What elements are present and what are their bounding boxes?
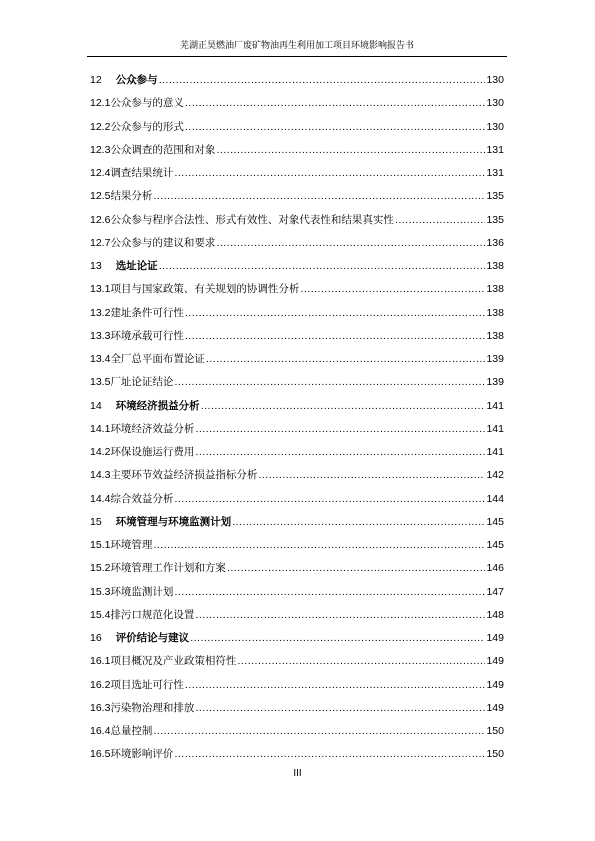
toc-entry-number: 16.2	[90, 678, 111, 691]
toc-entry-title: 建址条件可行性	[110, 306, 184, 319]
toc-entry-page: 135	[486, 213, 504, 226]
toc-dot-leader	[300, 281, 485, 297]
toc-dot-leader	[159, 72, 486, 88]
toc-dot-leader	[153, 188, 485, 204]
toc-dot-leader	[174, 165, 485, 181]
toc-entry-title: 项目概况及产业政策相符性	[110, 655, 237, 668]
toc-entry-page: 142	[486, 469, 504, 482]
toc-entry-title: 环保设施运行费用	[110, 446, 195, 458]
toc-section-entry[interactable]	[90, 281, 504, 304]
toc-entry-number: 12.3	[90, 143, 111, 156]
toc-entry-title: 环境管理与环境监测计划	[115, 515, 232, 528]
toc-entry-page: 150	[486, 748, 504, 761]
toc-dot-leader	[174, 746, 485, 762]
toc-entry-page: 146	[486, 562, 504, 575]
toc-entry-page: 145	[486, 539, 504, 551]
toc-chapter-entry[interactable]	[90, 398, 504, 421]
toc-entry-number: 16	[90, 632, 102, 644]
toc-entry-title: 总量控制	[110, 725, 153, 737]
toc-entry-title: 项目选址可行性	[110, 678, 184, 691]
toc-entry-page: 147	[486, 585, 504, 598]
toc-entry-page: 138	[486, 283, 504, 296]
toc-entry-page: 149	[486, 655, 504, 668]
toc-entry-page: 139	[486, 376, 504, 389]
toc-dot-leader	[159, 258, 486, 274]
toc-section-entry[interactable]	[90, 746, 504, 769]
toc-section-entry[interactable]	[90, 351, 504, 374]
toc-entry-page: 150	[486, 725, 504, 737]
toc-dot-leader	[206, 351, 486, 367]
toc-section-entry[interactable]	[90, 235, 504, 258]
toc-entry-number: 13.3	[90, 329, 111, 342]
toc-entry-page: 131	[486, 167, 504, 179]
toc-entry-number: 14.1	[90, 422, 111, 435]
toc-entry-title: 环境影响评价	[110, 748, 174, 761]
toc-entry-title: 公众参与	[115, 74, 158, 86]
toc-entry-page: 131	[486, 143, 504, 156]
running-header: 芜湖正昊燃油厂废矿物油再生利用加工项目环境影响报告书	[179, 41, 414, 51]
toc-entry-number: 13.5	[90, 376, 111, 389]
toc-entry-title: 评价结论与建议	[115, 632, 190, 644]
toc-entry-number: 16.1	[90, 655, 111, 668]
toc-entry-title: 综合效益分析	[110, 492, 174, 505]
toc-entry-title: 公众参与的意义	[110, 97, 184, 110]
toc-entry-title: 公众调查的范围和对象	[110, 143, 216, 156]
toc-entry-page: 149	[486, 701, 504, 714]
toc-entry-page: 138	[486, 260, 504, 272]
toc-dot-leader	[174, 491, 485, 507]
toc-entry-number: 13	[90, 260, 102, 272]
toc-entry-page: 149	[486, 632, 504, 644]
toc-dot-leader	[395, 212, 486, 228]
toc-entry-title: 公众参与的建议和要求	[110, 236, 216, 249]
toc-dot-leader	[185, 95, 486, 111]
toc-entry-number: 16.3	[90, 701, 111, 714]
toc-section-entry[interactable]	[90, 305, 504, 328]
toc-dot-leader	[190, 630, 485, 646]
toc-entry-number: 14.2	[90, 446, 111, 458]
toc-section-entry[interactable]	[90, 723, 504, 746]
toc-section-entry[interactable]	[90, 374, 504, 397]
toc-dot-leader	[237, 653, 485, 669]
toc-section-entry[interactable]	[90, 677, 504, 700]
toc-section-entry[interactable]	[90, 165, 504, 188]
toc-entry-title: 环境管理工作计划和方案	[110, 562, 226, 575]
toc-entry-number: 12.6	[90, 213, 111, 226]
toc-section-entry[interactable]	[90, 188, 504, 211]
toc-chapter-entry[interactable]	[90, 258, 504, 281]
toc-dot-leader	[174, 584, 485, 600]
toc-chapter-entry[interactable]	[90, 72, 504, 95]
toc-dot-leader	[153, 723, 485, 739]
toc-section-entry[interactable]	[90, 95, 504, 118]
toc-section-entry[interactable]	[90, 421, 504, 444]
toc-entry-title: 公众参与的形式	[110, 120, 184, 133]
toc-entry-title: 环境经济损益分析	[115, 399, 200, 412]
toc-entry-number: 15.2	[90, 562, 111, 575]
toc-entry-page: 141	[486, 446, 504, 458]
toc-dot-leader	[227, 560, 486, 576]
toc-entry-page: 141	[486, 422, 504, 435]
toc-dot-leader	[216, 142, 485, 158]
toc-entry-title: 环境经济效益分析	[110, 422, 195, 435]
toc-entry-number: 15	[90, 515, 102, 528]
toc-entry-number: 14	[90, 399, 102, 412]
toc-dot-leader	[185, 328, 486, 344]
toc-section-entry[interactable]	[90, 700, 504, 723]
toc-entry-page: 138	[486, 306, 504, 319]
toc-entry-number: 12.7	[90, 236, 111, 249]
toc-dot-leader	[185, 677, 486, 693]
toc-entry-title: 厂址论证结论	[110, 376, 174, 389]
toc-section-entry[interactable]	[90, 142, 504, 165]
toc-section-entry[interactable]	[90, 444, 504, 467]
toc-entry-number: 16.4	[90, 725, 111, 737]
toc-entry-number: 16.5	[90, 748, 111, 761]
table-of-contents	[90, 72, 504, 770]
toc-dot-leader	[195, 607, 485, 623]
toc-entry-number: 12	[90, 74, 102, 86]
toc-section-entry[interactable]	[90, 653, 504, 676]
toc-entry-number: 15.4	[90, 608, 111, 621]
toc-entry-page: 141	[486, 399, 504, 412]
toc-dot-leader	[185, 119, 486, 135]
toc-entry-title: 调查结果统计	[110, 167, 174, 179]
toc-dot-leader	[153, 537, 485, 553]
toc-section-entry[interactable]	[90, 119, 504, 142]
toc-entry-page: 135	[486, 190, 504, 203]
toc-entry-number: 14.4	[90, 492, 111, 505]
page-number: III	[293, 768, 302, 779]
toc-entry-title: 排污口规范化设置	[110, 608, 195, 621]
toc-dot-leader	[216, 235, 485, 251]
toc-entry-title: 选址论证	[115, 260, 158, 272]
toc-entry-title: 环境承载可行性	[110, 329, 184, 342]
toc-section-entry[interactable]	[90, 607, 504, 630]
toc-dot-leader	[195, 444, 485, 460]
toc-dot-leader	[174, 374, 485, 390]
toc-entry-page: 149	[486, 678, 504, 691]
toc-entry-title: 主要环节效益经济损益指标分析	[110, 469, 258, 482]
toc-entry-number: 12.1	[90, 97, 111, 110]
toc-entry-page: 138	[486, 329, 504, 342]
toc-entry-number: 13.1	[90, 283, 111, 296]
toc-dot-leader	[232, 514, 485, 530]
toc-section-entry[interactable]	[90, 584, 504, 607]
toc-entry-page: 144	[486, 492, 504, 505]
toc-entry-page: 130	[486, 97, 504, 110]
toc-entry-number: 15.3	[90, 585, 111, 598]
toc-entry-title: 项目与国家政策、有关规划的协调性分析	[110, 283, 300, 296]
toc-dot-leader	[195, 700, 485, 716]
toc-section-entry[interactable]	[90, 491, 504, 514]
toc-entry-number: 12.5	[90, 190, 111, 203]
toc-entry-number: 12.2	[90, 120, 111, 133]
header-rule	[87, 56, 507, 57]
toc-dot-leader	[185, 305, 486, 321]
toc-entry-page: 136	[486, 236, 504, 249]
toc-entry-number: 13.4	[90, 353, 111, 365]
toc-entry-title: 污染物治理和排放	[110, 701, 195, 714]
toc-entry-title: 环境管理	[110, 539, 153, 551]
toc-dot-leader	[195, 421, 485, 437]
toc-dot-leader	[201, 398, 486, 414]
toc-entry-page: 148	[486, 608, 504, 621]
toc-entry-number: 13.2	[90, 306, 111, 319]
toc-section-entry[interactable]	[90, 212, 504, 235]
toc-section-entry[interactable]	[90, 467, 504, 490]
toc-chapter-entry[interactable]	[90, 630, 504, 653]
toc-entry-title: 公众参与程序合法性、形式有效性、对象代表性和结果真实性	[110, 213, 394, 226]
toc-chapter-entry[interactable]	[90, 514, 504, 537]
toc-section-entry[interactable]	[90, 328, 504, 351]
toc-entry-title: 全厂总平面布置论证	[110, 353, 205, 365]
toc-section-entry[interactable]	[90, 537, 504, 560]
toc-entry-number: 12.4	[90, 167, 111, 179]
toc-section-entry[interactable]	[90, 560, 504, 583]
toc-entry-page: 145	[486, 515, 504, 528]
toc-entry-page: 130	[486, 74, 504, 86]
toc-entry-title: 环境监测计划	[110, 585, 174, 598]
toc-entry-number: 15.1	[90, 539, 111, 551]
toc-entry-page: 139	[486, 353, 504, 365]
toc-entry-number: 14.3	[90, 469, 111, 482]
toc-entry-title: 结果分析	[110, 190, 153, 203]
toc-entry-page: 130	[486, 120, 504, 133]
toc-dot-leader	[258, 467, 485, 483]
